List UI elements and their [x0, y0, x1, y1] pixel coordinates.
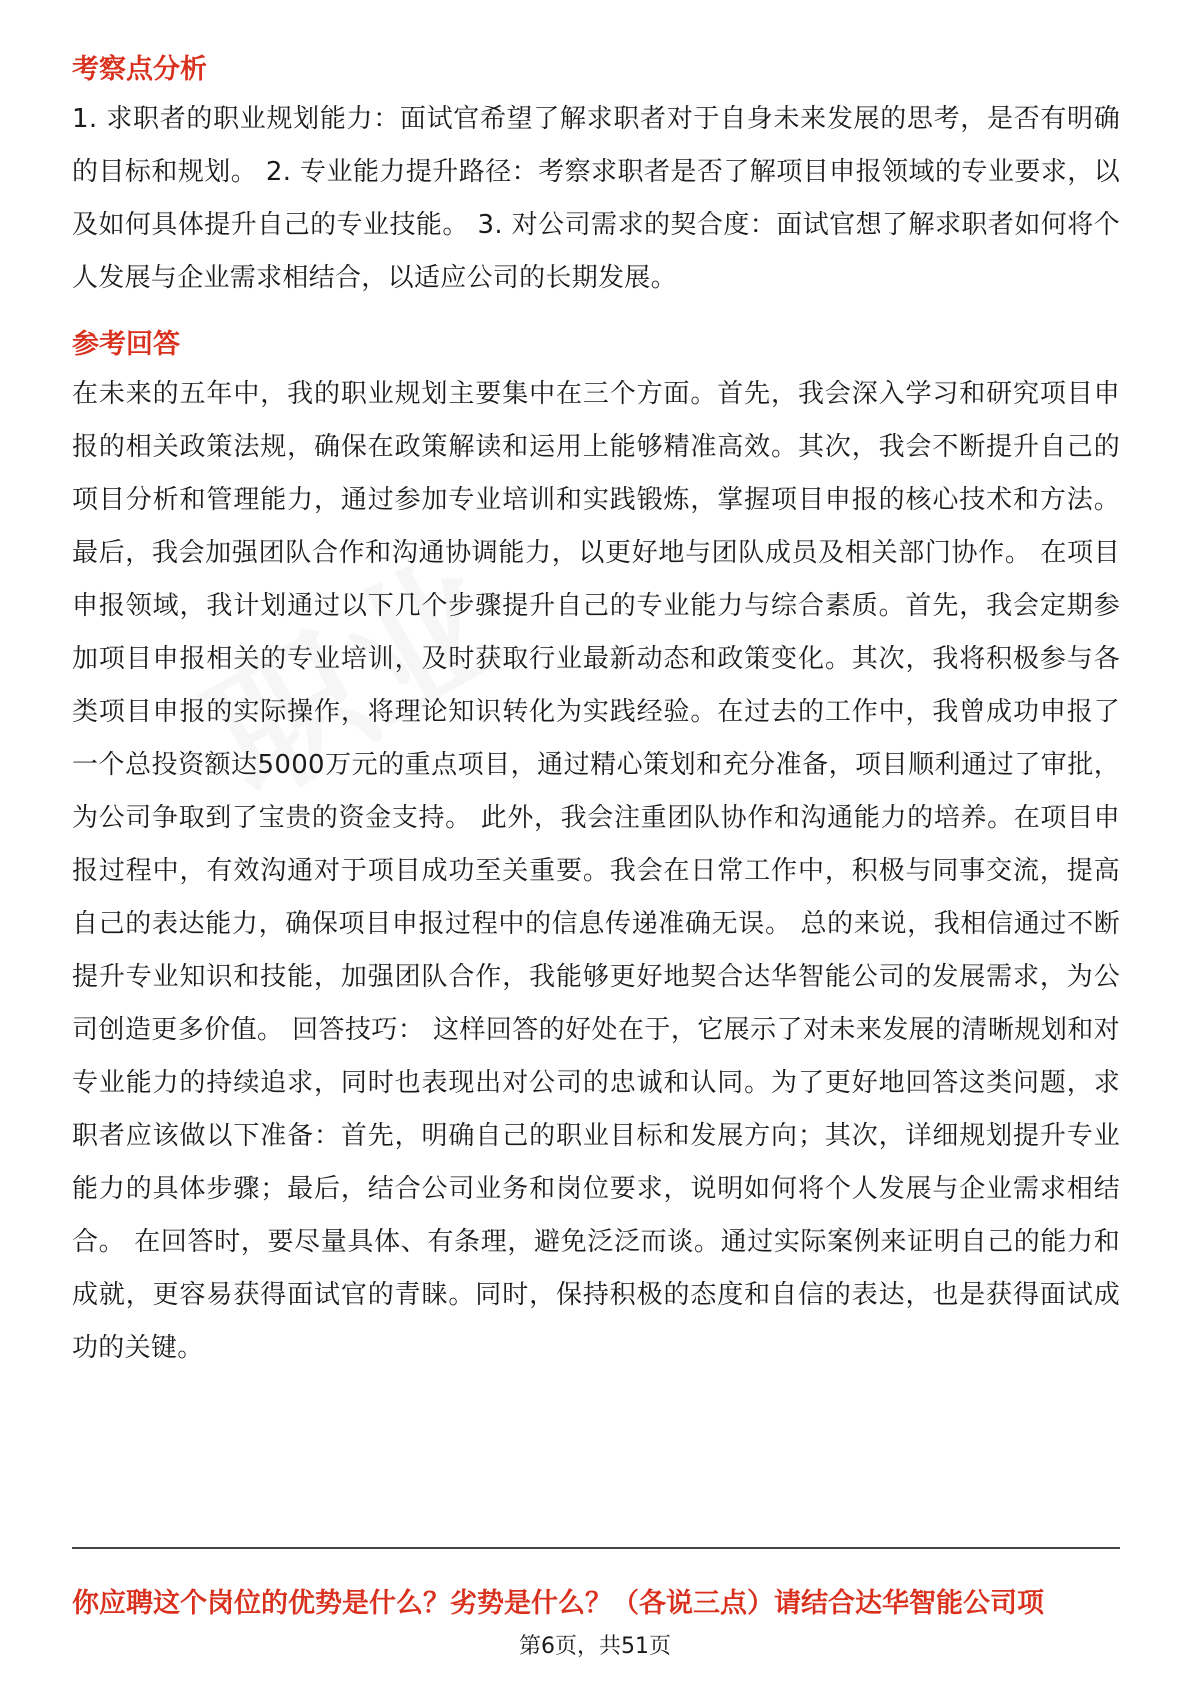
divider-line [72, 1547, 1120, 1549]
analysis-paragraph: 1. 求职者的职业规划能力：面试官希望了解求职者对于自身未来发展的思考，是否有明确的目标和规划。 2. 专业能力提升路径：考察求职者是否了解项目申报领域的专业要求，以及如何具体提升自己的专业技能。 3. 对公司需求的契合度：面试官想了解求职者如何将个人发展与企业需求相结合，以适应公司的长期发展。 [72, 104, 1120, 293]
document-page [72, 50, 1120, 1375]
next-question-heading: 你应聘这个岗位的优势是什么？劣势是什么？（各说三点）请结合达华智能公司项 [72, 1588, 1044, 1619]
reference-answer-paragraph: 在未来的五年中，我的职业规划主要集中在三个方面。首先，我会深入学习和研究项目申报的相关政策法规，确保在政策解读和运用上能够精准高效。其次，我会不断提升自己的项目分析和管理能力，通过参加专业培训和实践锻炼，掌握项目申报的核心技术和方法。最后，我会加强团队合作和沟通协调能力，以更好地与团队成员及相关部门协作。 在项目申报领域，我计划通过以下几个步骤提升自己的专业能力与综合素质。首先，我会定期参加项目申报相关的专业培训，及时获取行业最新动态和政策变化。其次，我将积极参与各类项目申报的实际操作，将理论知识转化为实践经验。在过去的工作中，我曾成功申报了一个总投资额达5000万元的重点项目，通过精心策划和充分准备，项目顺利通过了审批，为公司争取到了宝贵的资金支持。 此外，我会注重团队协作和沟通能力的培养。在项目申报过程中，有效沟通对于项目成功至关重要。我会在日常工作中，积极与同事交流，提高自己的表达能力，确保项目申报过程中的信息传递准确无误。 总的来说，我相信通过不断提升专业知识和技能，加强团队合作，我能够更好地契合达华智能公司的发展需求，为公司创造更多价值。 回答技巧： 这样回答的好处在于，它展示了对未来发展的清晰规划和对专业能力的持续追求，同时也表现出对公司的忠诚和认同。为了更好地回答这类问题，求职者应该做以下准备：首先，明确自己的职业目标和发展方向；其次，详细规划提升专业能力的具体步骤；最后，结合公司业务和岗位要求，说明如何将个人发展与企业需求相结合。 在回答时，要尽量具体、有条理，避免泛泛而谈。通过实际案例来证明自己的能力和成就，更容易获得面试官的青睐。同时，保持积极的态度和自信的表达，也是获得面试成功的关键。 [72, 379, 1120, 1363]
section-heading-analysis: 考察点分析 [72, 54, 207, 85]
section-heading-reference-answer: 参考回答 [72, 329, 180, 360]
page-number: 第6页，共51页 [519, 1634, 671, 1659]
